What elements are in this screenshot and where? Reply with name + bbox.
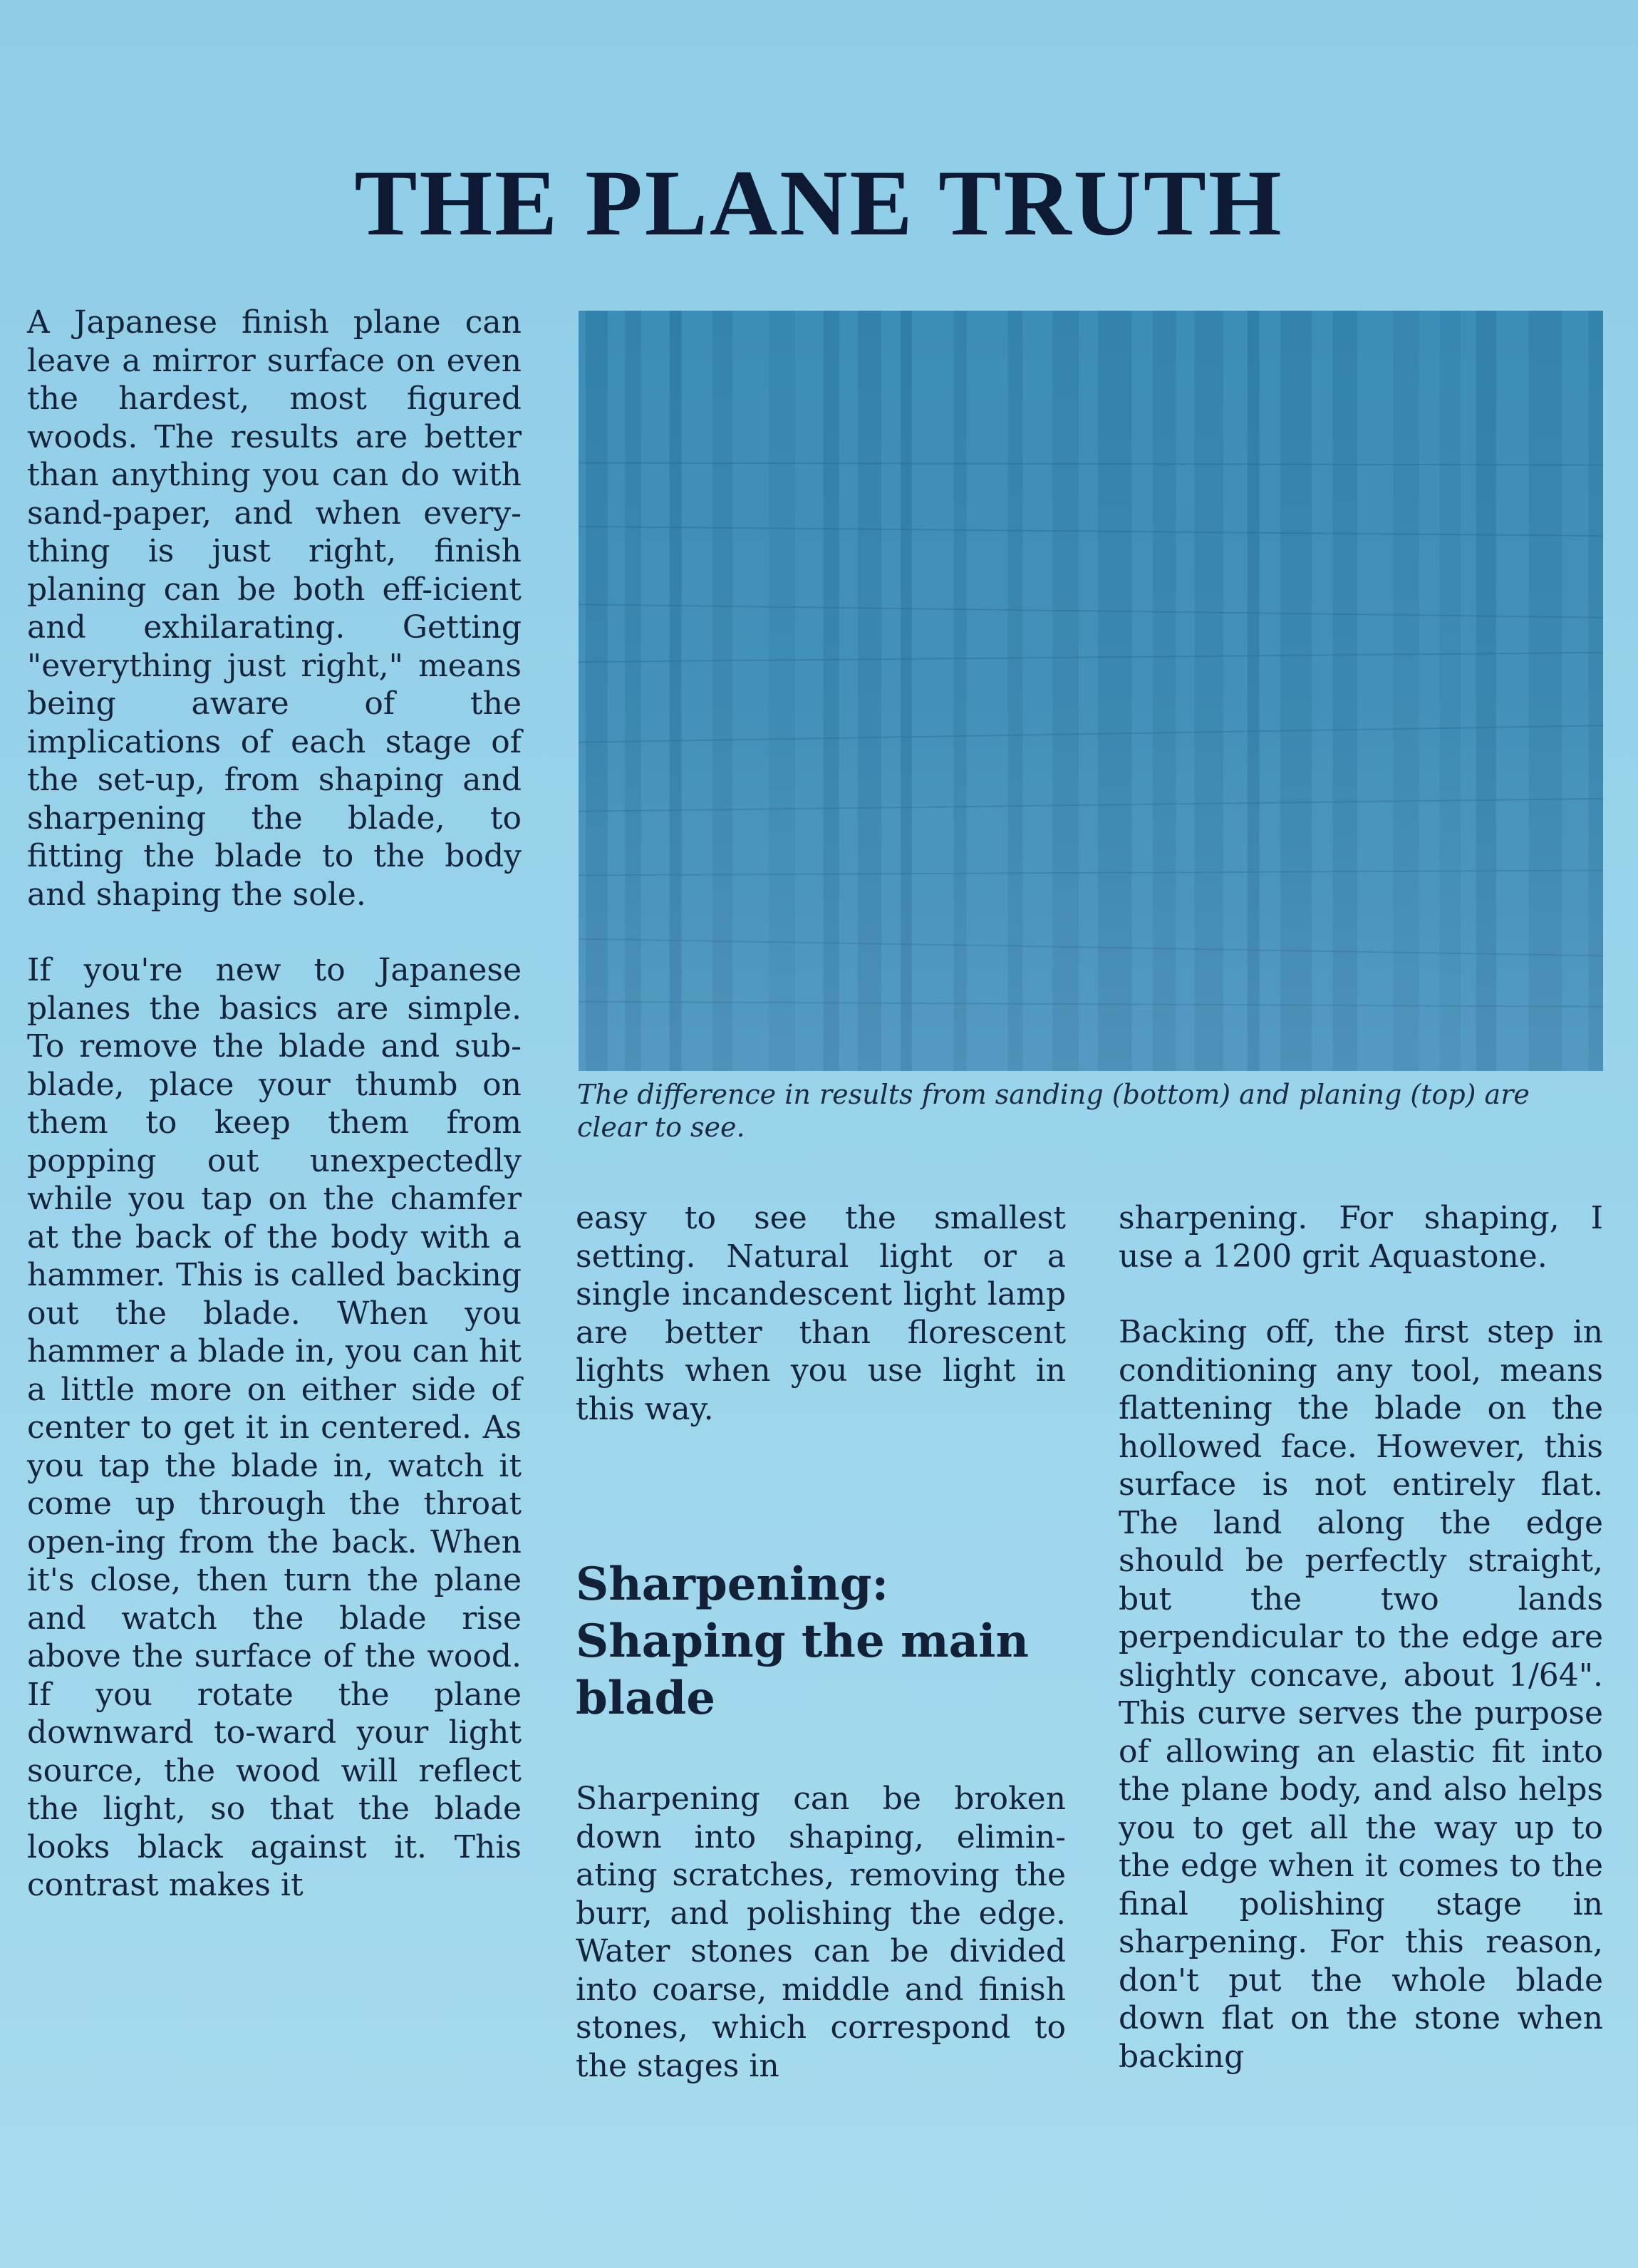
- left-paragraph-2: If you're new to Japanese planes the basics are simple. To remove the blade and sub-blade, place your thumb on them to keep them from popping out unexpectedly while you tap on the chamfer at the back of the body with a hammer. This is called backing out the blade. When you hammer a blade in, you can hit a little more on either side of center to get it in centered. As you tap the blade in, watch it come up through the throat open-ing from the back. When it's close, then turn the plane and watch the blade rise above the surface of the wood. If you rotate the plane downward to-ward your light source, the wood will reflect the light, so that the blade looks black against it. This contrast makes it: [27, 952, 522, 1903]
- left-paragraph-1: A Japanese finish plane can leave a mirror surface on even the hardest, most figured woods. The results are better than anything you can do with sand-paper, and when every-thing is just right, finish planing can be both eff-icient and exhilarating. Getting "everything just right," means being aware of the implications of each stage of the set-up, from shaping and sharpening the blade, to fitting the blade to the body and shaping the sole.: [27, 304, 522, 913]
- article-title: THE PLANE TRUTH: [354, 150, 1284, 255]
- middle-paragraph-2: Sharpening can be broken down into shaping, elimin-ating scratches, removing the burr, and polishing the edge. Water stones can be divided into coarse, middle and finish stones, which correspond to the stages in: [576, 1781, 1066, 2084]
- planed-wood-image: [579, 311, 1603, 1071]
- right-paragraph-1: sharpening. For shaping, I use a 1200 grit Aquastone.: [1119, 1200, 1603, 1275]
- right-paragraph-2: Backing off, the first step in conditioning any tool, means flattening the blade on the hollowed face. However, this surface is not entirely flat. The land along the edge should be perfectly straight, but the two lands perpendicular to the edge are slightly concave, about 1/64". This curve serves the purpose of allowing an elastic fit into the plane body, and also helps you to get all the way up to the edge when it comes to the final polishing stage in sharpening. For this reason, don't put the whole blade down flat on the stone when backing: [1119, 1314, 1603, 2075]
- photo-caption: The difference in results from sanding (bottom) and planing (top) are clear to see.: [577, 1079, 1530, 1143]
- right-column: [1119, 1199, 1603, 2113]
- wood-figure-photo: [579, 311, 1603, 1071]
- left-column: [27, 304, 522, 1942]
- section-subheading: Sharpening: Shaping the main blade: [576, 1558, 1029, 1725]
- middle-column: [576, 1199, 1066, 2123]
- middle-paragraph-1: easy to see the smallest setting. Natural light or a single incandescent light lamp are better than florescent lights when you use light in this way.: [576, 1200, 1066, 1427]
